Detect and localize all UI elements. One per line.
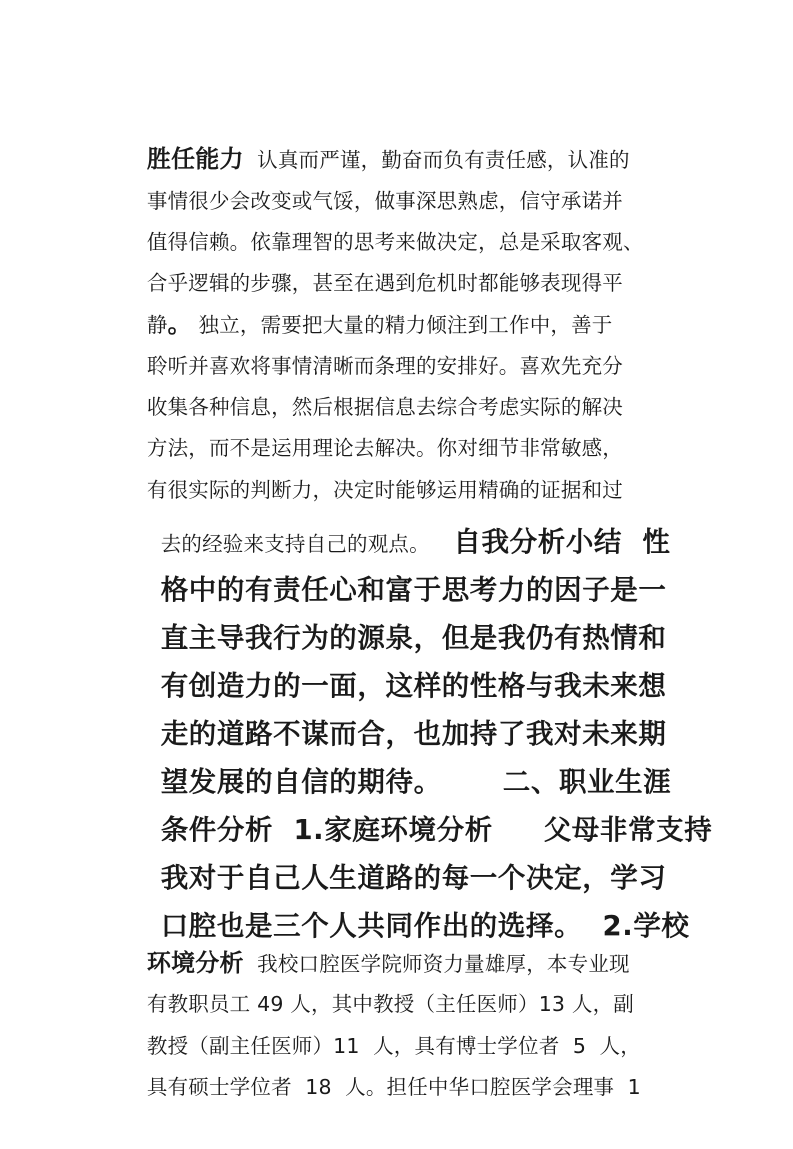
text-run: 条件分析 1.家庭环境分析 父母非常支持 <box>160 813 713 846</box>
line-2 <box>120 139 676 213</box>
line-14 <box>120 662 676 750</box>
text-run: 直主导我行为的源泉，但是我仍有热情和 <box>160 621 667 654</box>
line-22 <box>120 1026 676 1099</box>
line-6 <box>120 304 676 378</box>
text-run: 口腔也是三个人共同作出的选择。 2.学校 <box>160 909 690 942</box>
text-run: 值得信赖。依靠理智的思考来做决定，总是采取客观、 <box>146 229 644 254</box>
text-run: 事情很少会改变或气馁，做事深思熟虑，信守承诺并 <box>146 188 623 213</box>
text-run: 具有硕士学位者 18 人。担任中华口腔医学会理事 1 <box>146 1074 641 1099</box>
line-11 <box>120 518 676 606</box>
text-run: 静 <box>146 313 168 338</box>
bold-period: 。 <box>167 310 192 339</box>
line-12 <box>120 566 676 654</box>
line-4 <box>120 222 676 296</box>
text-run: 合乎逻辑的步骤，甚至在遇到危机时都能够表现得平 <box>146 271 623 296</box>
line-7 <box>120 346 676 420</box>
line-19 <box>120 902 676 977</box>
text-run: 方法，而不是运用理论去解决。你对细节非常敏感， <box>146 436 623 461</box>
line-13 <box>120 614 676 702</box>
line-16 <box>120 758 713 846</box>
line-3 <box>120 181 676 254</box>
text-run: 有很实际的判断力，决定时能够运用精确的证据和过 <box>146 477 623 502</box>
line-17 <box>120 806 676 894</box>
heading-self-analysis-summary: 自我分析小结 性 <box>443 525 671 558</box>
document-body <box>120 98 713 1099</box>
text-run: 我对于自己人生道路的每一个决定，学习 <box>160 861 667 894</box>
heading-school-environment: 环境分析 <box>146 948 244 977</box>
line-20 <box>120 943 676 1017</box>
line-8 <box>120 387 676 461</box>
line-21 <box>120 984 676 1058</box>
text-run: 收集各种信息，然后根据信息去综合考虑实际的解决 <box>146 395 623 420</box>
line-9 <box>120 428 676 502</box>
text-run: 走的道路不谋而合，也加持了我对未来期 <box>160 717 667 750</box>
text-run: 教授（副主任医师）11 人，具有博士学位者 5 人， <box>146 1033 641 1058</box>
text-run: 望发展的自信的期待。 二、职业生涯 <box>160 765 672 798</box>
heading-competence: 胜任能力 <box>146 145 244 174</box>
text-run: 聆听并喜欢将事情清晰而条理的安排好。喜欢先充分 <box>146 353 623 378</box>
text-run: 有创造力的一面，这样的性格与我未来想 <box>160 669 667 702</box>
text-run: 有教职员工 49 人，其中教授（主任医师）13 人，副 <box>146 992 634 1017</box>
line-18 <box>120 854 690 942</box>
text-run: 认真而严谨，勤奋而负有责任感，认准的 <box>243 148 630 173</box>
text-run: 去的经验来支持自己的观点。 <box>160 531 444 556</box>
line-1 <box>120 98 676 174</box>
line-10 <box>120 470 676 558</box>
line-5 <box>120 263 676 339</box>
line-15 <box>120 710 676 798</box>
text-run: 我校口腔医学院师资力量雄厚，本专业现 <box>243 951 630 976</box>
text-run: 独立，需要把大量的精力倾注到工作中，善于 <box>191 313 613 338</box>
text-run: 格中的有责任心和富于思考力的因子是一 <box>160 573 667 606</box>
